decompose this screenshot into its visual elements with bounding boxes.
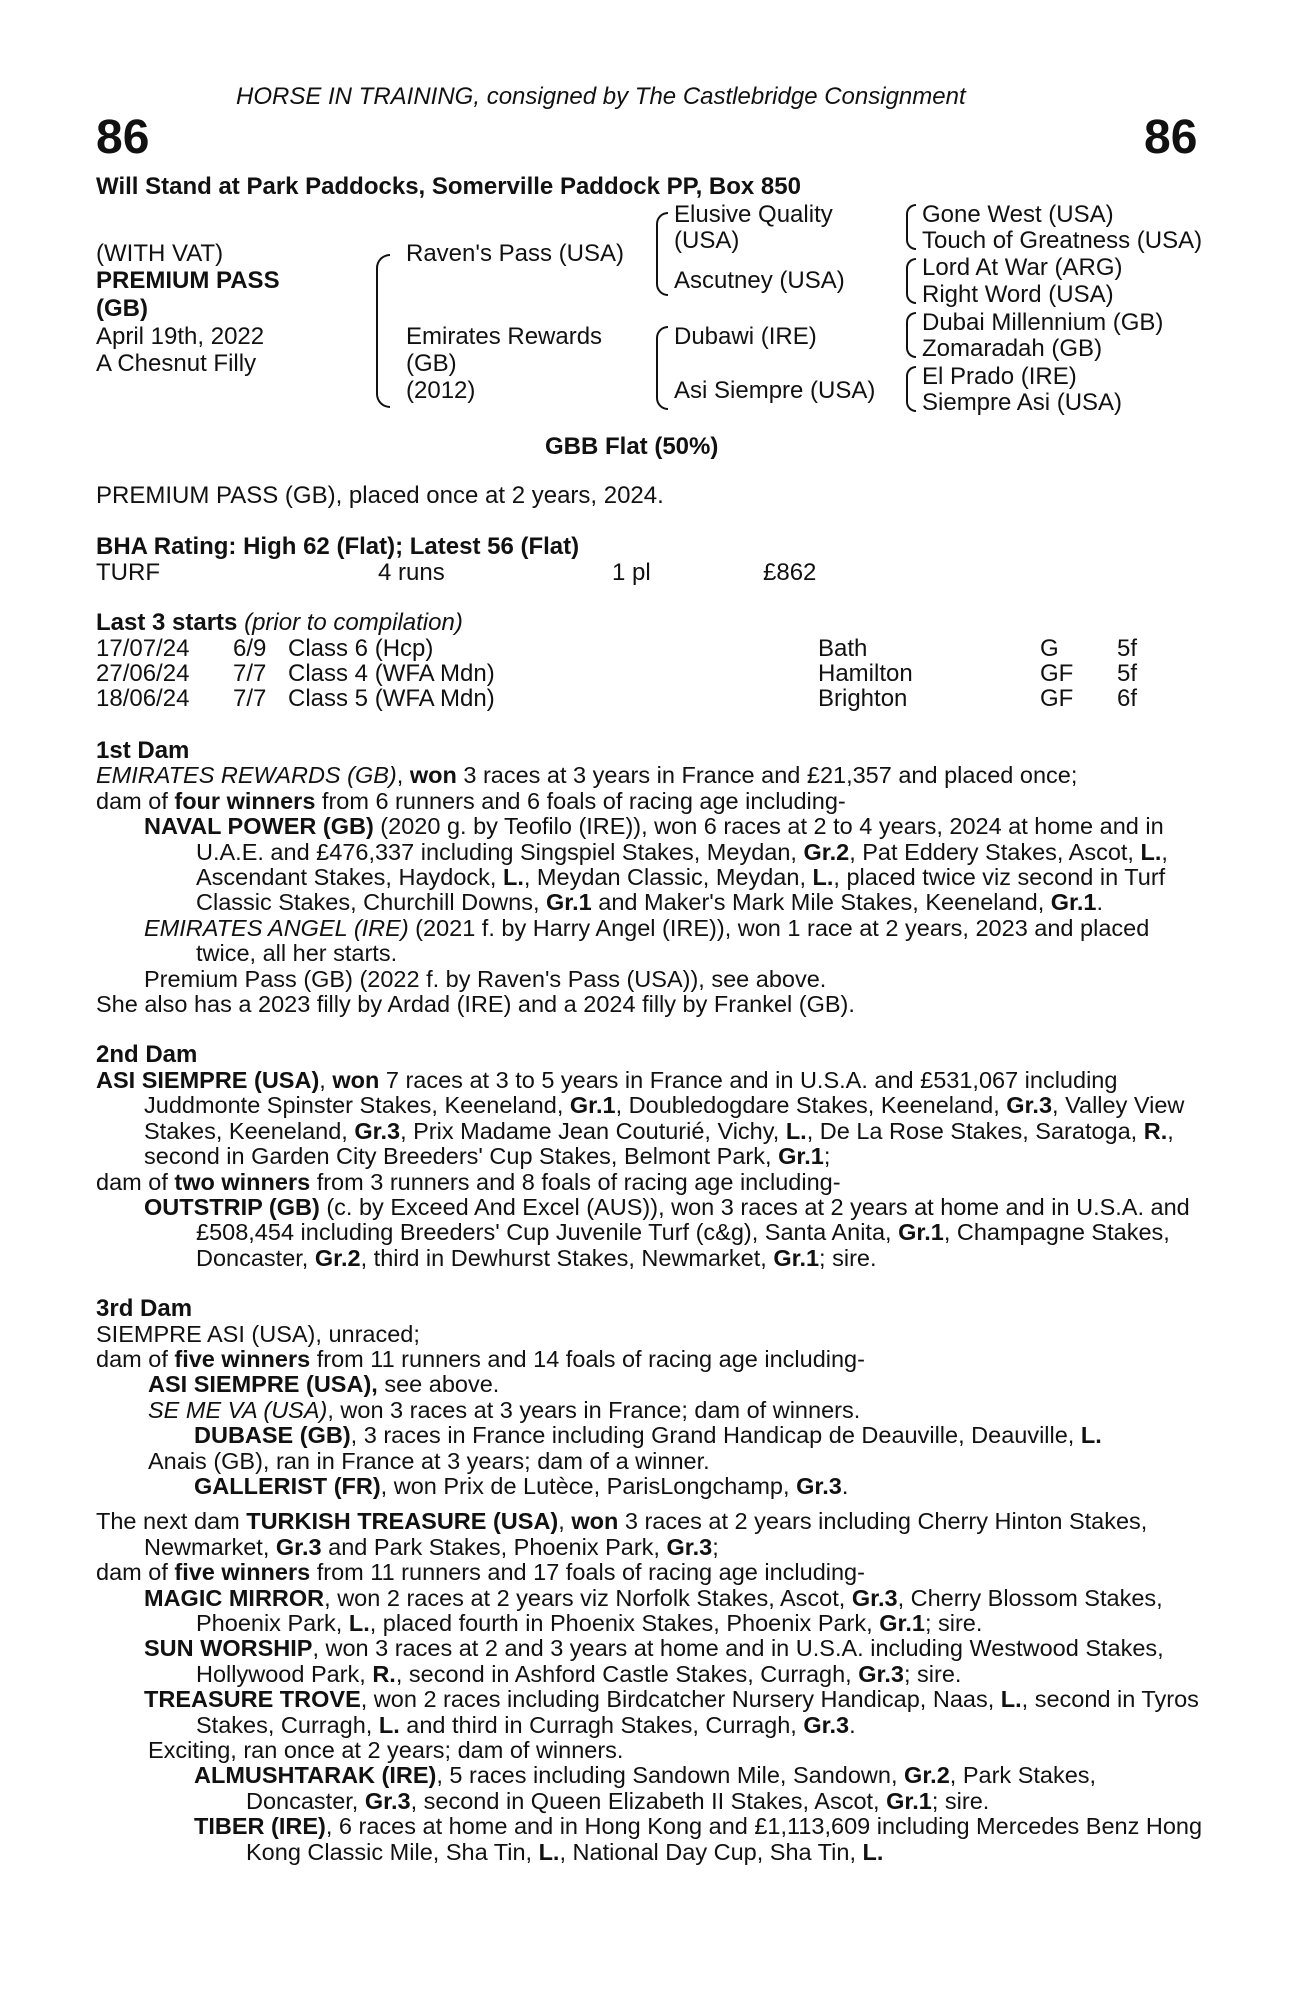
almushtarak-name: ALMUSHTARAK (IRE): [194, 1762, 437, 1789]
start-course: Bath: [818, 635, 868, 662]
naval-power-text: , Ascendant Stakes, Haydock,: [196, 838, 1168, 891]
start-position: 7/7: [233, 685, 267, 712]
start-course: Brighton: [818, 685, 908, 712]
horse-dob: April 19th, 2022: [96, 323, 265, 350]
produce-almushtarak: [96, 1763, 1206, 1814]
asi-siempre-text: see above.: [377, 1371, 500, 1398]
treasure-trove-text: , won 2 races including Birdcatcher Nursery Handicap, Naas,: [360, 1686, 1001, 1713]
grade-label: Gr.3: [354, 1117, 401, 1144]
listed-label: L.: [348, 1610, 370, 1636]
asi-siempre-name: ASI SIEMPRE (USA),: [148, 1371, 378, 1398]
grade-label: Gr.3: [666, 1533, 713, 1560]
horse-country: (GB): [96, 295, 148, 322]
produce-outstrip: [96, 1195, 1206, 1271]
start-course: Hamilton: [818, 660, 913, 687]
dubase-text: , 3 races in France including Grand Handicap de Deauville, Deauville,: [350, 1422, 1081, 1449]
next-dam-text: ;: [712, 1533, 719, 1560]
outstrip-text: ; sire.: [819, 1244, 877, 1271]
grade-label: Gr.3: [364, 1787, 411, 1814]
produce-anais: Anais (GB), ran in France at 3 years; dam of a winner.: [148, 1447, 710, 1474]
grade-label: Gr.3: [275, 1533, 322, 1560]
winners-count: two winners: [174, 1168, 311, 1195]
dam-of-label: dam of: [96, 787, 175, 814]
second-dam-text: 7 races at 3 to 5 years in France and in U.S.A. and £531,067 including Juddmonte Spinster Stakes, Keeneland,: [144, 1066, 1118, 1119]
won-label: won: [332, 1066, 380, 1093]
tiber-text: , National Day Cup, Sha Tin,: [559, 1838, 863, 1865]
start-distance: 5f: [1117, 660, 1138, 687]
placed: 1 pl: [612, 559, 651, 586]
lot-number-left: 86: [96, 111, 150, 164]
grade-label: Gr.3: [858, 1660, 904, 1687]
earnings: £862: [763, 559, 817, 586]
naval-power-text: .: [1096, 889, 1104, 916]
last-starts-note: (prior to compilation): [244, 609, 463, 636]
grade-label: Gr.1: [778, 1143, 824, 1170]
last-starts-heading: [96, 610, 463, 636]
dam: Emirates Rewards: [406, 323, 603, 350]
naval-power-text: (2020 g. by Teofilo (IRE)), won 6 races at 2 to 4 years, 2024 at home and in U.A.E. and £476,337 including Singspiel Stakes, Meydan,: [196, 813, 1164, 865]
se-me-va-text: , won 3 races at 3 years in France; dam of winners.: [327, 1396, 861, 1423]
dam-country: (GB): [406, 350, 457, 377]
listed-label: L.: [502, 864, 524, 891]
sun-worship-text: , won 3 races at 2 and 3 years at home and in U.S.A. including Westwood Stakes, Hollywood Park,: [196, 1635, 1164, 1687]
magic-mirror-text: , placed fourth in Phoenix Stakes, Phoenix Park,: [369, 1610, 880, 1636]
gallerist-name: GALLERIST (FR): [194, 1472, 381, 1499]
bha-rating: BHA Rating: High 62 (Flat); Latest 56 (Flat): [96, 533, 580, 560]
race-summary: PREMIUM PASS (GB), placed once at 2 years, 2024.: [96, 482, 664, 509]
sire-sire: Elusive Quality: [674, 201, 833, 228]
second-dam-name: ASI SIEMPRE (USA): [96, 1066, 320, 1093]
grade-label: Gr.1: [886, 1787, 932, 1814]
dam-of-text: from 6 runners and 6 foals of racing age including-: [315, 787, 846, 814]
dam-sire-sire: Dubai Millennium (GB): [922, 309, 1164, 336]
dam-of-label: dam of: [96, 1559, 175, 1586]
stand-location: Will Stand at Park Paddocks, Somerville Paddock PP, Box 850: [96, 173, 801, 200]
listed-label: L.: [538, 1838, 560, 1865]
grade-label: Gr.3: [803, 1711, 850, 1738]
last-starts-title: Last 3 starts: [96, 609, 238, 636]
almushtarak-text: , second in Queen Elizabeth II Stakes, Ascot,: [410, 1787, 887, 1814]
start-going: G: [1040, 635, 1059, 662]
horse-name: PREMIUM PASS: [96, 267, 280, 294]
emirates-angel-name: EMIRATES ANGEL (IRE): [144, 914, 409, 941]
produce-se-me-va: [96, 1398, 1206, 1423]
second-dam-produce: [96, 1170, 1206, 1195]
produce-premium-pass: Premium Pass (GB) (2022 f. by Raven's Pass (USA)), see above.: [144, 965, 827, 992]
treasure-trove-text: and third in Curragh Stakes, Curragh,: [399, 1711, 804, 1738]
almushtarak-text: ; sire.: [931, 1787, 990, 1814]
grade-label: Gr.1: [898, 1219, 944, 1246]
gbb-label: GBB Flat (50%): [545, 433, 719, 460]
produce-emirates-angel: [96, 916, 1206, 967]
dam-of-label: dam of: [96, 1345, 175, 1372]
treasure-trove-text: , second in Tyros Stakes, Curragh,: [196, 1686, 1199, 1738]
start-going: GF: [1040, 660, 1074, 687]
start-date: 27/06/24: [96, 660, 190, 687]
grade-label: Gr.3: [796, 1472, 842, 1499]
emirates-angel-text: (2021 f. by Harry Angel (IRE)), won 1 race at 2 years, 2023 and placed twice, all her starts.: [196, 914, 1150, 967]
outstrip-name: OUTSTRIP (GB): [144, 1193, 320, 1220]
grade-label: Gr.2: [803, 838, 850, 865]
naval-power-text: , Pat Eddery Stakes, Ascot,: [849, 838, 1141, 865]
brace-gen3-1: [906, 204, 916, 250]
brace-gen3-2: [906, 258, 916, 304]
gallerist-text: .: [841, 1472, 849, 1499]
tiber-text: , 6 races at home and in Hong Kong and £1,113,609 including Mercedes Benz Hong Kong Classic Mile, Sha Tin,: [246, 1813, 1203, 1865]
winners-count: four winners: [174, 787, 316, 814]
family-section: [96, 738, 1206, 1865]
next-dam-produce: [96, 1560, 1206, 1585]
header-subtitle: HORSE IN TRAINING, consigned by The Castlebridge Consignment: [236, 83, 966, 110]
start-class: Class 4 (WFA Mdn): [288, 660, 495, 687]
second-dam-text: , second in Garden City Breeders' Cup Stakes, Belmont Park,: [144, 1117, 1174, 1170]
second-dam-text: , De La Rose Stakes, Saratoga,: [806, 1117, 1144, 1144]
third-dam-heading: 3rd Dam: [96, 1295, 193, 1323]
next-dam-text: and Park Stakes, Phoenix Park,: [321, 1533, 667, 1560]
treasure-trove-text: .: [849, 1711, 856, 1738]
grade-label: Gr.3: [851, 1584, 898, 1611]
dam-sire: Dubawi (IRE): [674, 323, 817, 350]
brace-gen3-4: [906, 366, 916, 412]
grade-label: Gr.1: [773, 1244, 820, 1271]
won-label: won: [409, 762, 457, 789]
pedigree-brace: [376, 254, 390, 408]
third-dam-produce: [96, 1347, 1206, 1372]
dam-dam-sire: El Prado (IRE): [922, 363, 1077, 390]
sire-sire-dam: Touch of Greatness (USA): [922, 227, 1203, 254]
brace-gen3-3: [906, 312, 916, 358]
produce-tiber: [96, 1814, 1206, 1865]
listed-label: L.: [1000, 1686, 1022, 1713]
next-dam-name: TURKISH TREASURE (USA): [246, 1508, 559, 1535]
outstrip-text: (c. by Exceed And Excel (AUS)), won 3 races at 2 years at home and in U.S.A. and £508,454 including Breeders' Cup Juvenile Turf (c&g), Santa Anita,: [196, 1193, 1190, 1246]
start-class: Class 5 (WFA Mdn): [288, 685, 495, 712]
second-dam-text: , Valley View Stakes, Keeneland,: [144, 1092, 1185, 1144]
dam-dam-dam: Siempre Asi (USA): [922, 389, 1123, 416]
second-dam-text: ;: [823, 1143, 831, 1170]
second-dam-text: , Prix Madame Jean Couturié, Vichy,: [400, 1117, 786, 1144]
start-date: 17/07/24: [96, 635, 190, 662]
produce-naval-power: [96, 814, 1206, 916]
first-dam-intro: 3 races at 3 years in France and £21,357 and placed once;: [456, 762, 1078, 789]
dam-sire-dam: Zomaradah (GB): [922, 335, 1103, 362]
almushtarak-text: , Park Stakes, Doncaster,: [246, 1762, 1097, 1814]
grade-label: Gr.2: [314, 1244, 361, 1271]
dam-of-label: dam of: [96, 1168, 175, 1195]
next-dam-label: The next dam: [96, 1508, 247, 1535]
produce-gallerist: [96, 1474, 1206, 1499]
first-dam-produce: [96, 789, 1206, 814]
dam-of-text: from 11 runners and 14 foals of racing age including-: [310, 1345, 865, 1372]
magic-mirror-name: MAGIC MIRROR: [144, 1584, 325, 1611]
dam-of-text: from 3 runners and 8 foals of racing age including-: [310, 1168, 841, 1195]
second-dam-line: ASI SIEMPRE (USA), won 7 races at 3 to 5 years in France and in U.S.A. and £531,067 including Juddmonte Spinster Stakes, Keeneland, Gr.1, Doubledogdare Stakes, Keeneland, Gr.3, Valley View Stakes, Keeneland, Gr.3, Prix Madame Jean Couturié, Vichy, L., De La Rose Stakes, Saratoga, R., second in Garden City Breeders' Cup Stakes, Belmont Park, Gr.1;: [96, 1066, 1185, 1170]
almushtarak-text: , 5 races including Sandown Mile, Sandown,: [436, 1762, 905, 1789]
listed-label: L.: [378, 1711, 400, 1738]
sire-sire-sire: Gone West (USA): [922, 201, 1114, 228]
start-class: Class 6 (Hcp): [288, 635, 434, 662]
produce-exciting: Exciting, ran once at 2 years; dam of winners.: [148, 1737, 624, 1764]
start-going: GF: [1040, 685, 1074, 712]
start-distance: 5f: [1117, 635, 1138, 662]
surface: TURF: [96, 559, 160, 586]
grade-label: Gr.1: [546, 889, 592, 916]
sire-sire-country: (USA): [674, 227, 740, 254]
dam-year: (2012): [406, 377, 476, 404]
vat-label: (WITH VAT): [96, 240, 224, 267]
sire-dam: Ascutney (USA): [674, 267, 845, 294]
grade-label: Gr.3: [1006, 1092, 1053, 1119]
sire: Raven's Pass (USA): [406, 240, 624, 267]
won-label: won: [571, 1508, 619, 1535]
magic-mirror-text: , won 2 races at 2 years viz Norfolk Stakes, Ascot,: [324, 1584, 852, 1611]
sire-brace: [656, 212, 668, 296]
first-dam-also: She also has a 2023 filly by Ardad (IRE) and a 2024 filly by Frankel (GB).: [96, 991, 855, 1018]
first-dam-name: EMIRATES REWARDS (GB): [96, 762, 397, 789]
start-position: 6/9: [233, 635, 267, 662]
sun-worship-text: , second in Ashford Castle Stakes, Curragh,: [395, 1660, 859, 1687]
winners-count: five winners: [174, 1559, 311, 1586]
listed-label: L.: [1140, 838, 1162, 865]
treasure-trove-name: TREASURE TROVE: [144, 1686, 361, 1713]
grade-label: Gr.1: [879, 1610, 925, 1636]
first-dam-heading: 1st Dam: [96, 737, 190, 764]
produce-sun-worship: [96, 1636, 1206, 1687]
lot-number-right: 86: [1144, 111, 1198, 164]
dubase-name: DUBASE (GB): [194, 1422, 351, 1449]
first-dam-line: EMIRATES REWARDS (GB), won 3 races at 3 years in France and £21,357 and placed once;: [96, 762, 1078, 789]
produce-asi-siempre: [96, 1372, 1206, 1397]
gallerist-text: , won Prix de Lutèce, ParisLongchamp,: [380, 1472, 797, 1499]
second-dam-heading: 2nd Dam: [96, 1041, 198, 1069]
listed-label: L.: [785, 1117, 807, 1144]
outstrip-text: , third in Dewhurst Stakes, Newmarket,: [360, 1244, 774, 1271]
outstrip-text: , Champagne Stakes, Doncaster,: [196, 1219, 1170, 1271]
grade-label: Gr.1: [1050, 889, 1097, 916]
start-date: 18/06/24: [96, 685, 190, 712]
winners-count: five winners: [174, 1345, 311, 1372]
grade-label: Gr.2: [904, 1762, 950, 1789]
naval-power-text: and Maker's Mark Mile Stakes, Keeneland,: [591, 889, 1051, 916]
runs: 4 runs: [378, 559, 445, 586]
listed-label: L.: [862, 1838, 884, 1865]
sun-worship-text: ; sire.: [903, 1660, 962, 1687]
se-me-va-name: SE ME VA (USA): [148, 1396, 328, 1423]
next-dam-text: 3 races at 2 years including Cherry Hinton Stakes, Newmarket,: [144, 1508, 1148, 1560]
naval-power-text: , placed twice viz second in Turf Classic Stakes, Churchill Downs,: [196, 864, 1166, 916]
next-dam-text: ,: [558, 1508, 572, 1535]
sire-dam-sire: Lord At War (ARG): [922, 254, 1123, 281]
next-dam-line: [96, 1509, 1206, 1560]
sire-dam-dam: Right Word (USA): [922, 281, 1114, 308]
produce-treasure-trove: [96, 1687, 1206, 1738]
start-position: 7/7: [233, 660, 267, 687]
magic-mirror-text: ; sire.: [924, 1610, 983, 1636]
horse-description: A Chesnut Filly: [96, 350, 257, 377]
magic-mirror-text: , Cherry Blossom Stakes, Phoenix Park,: [196, 1584, 1163, 1636]
produce-dubase: [96, 1423, 1206, 1448]
dam-brace: [656, 326, 668, 410]
second-dam-text: , Doubledogdare Stakes, Keeneland,: [615, 1092, 1007, 1119]
tiber-name: TIBER (IRE): [194, 1813, 326, 1840]
start-distance: 6f: [1117, 685, 1138, 712]
dam-dam: Asi Siempre (USA): [674, 377, 876, 404]
produce-magic-mirror: [96, 1586, 1206, 1637]
listed-label: L.: [1080, 1422, 1102, 1449]
grade-label: Gr.1: [569, 1092, 616, 1119]
restricted-label: R.: [372, 1660, 396, 1687]
restricted-label: R.: [1143, 1117, 1168, 1144]
naval-power-name: NAVAL POWER (GB): [144, 813, 374, 840]
sun-worship-name: SUN WORSHIP: [144, 1635, 313, 1662]
third-dam-line: SIEMPRE ASI (USA), unraced;: [96, 1320, 420, 1347]
dam-of-text: from 11 runners and 17 foals of racing age including-: [310, 1559, 865, 1586]
listed-label: L.: [812, 864, 834, 891]
naval-power-text: , Meydan Classic, Meydan,: [523, 864, 813, 891]
